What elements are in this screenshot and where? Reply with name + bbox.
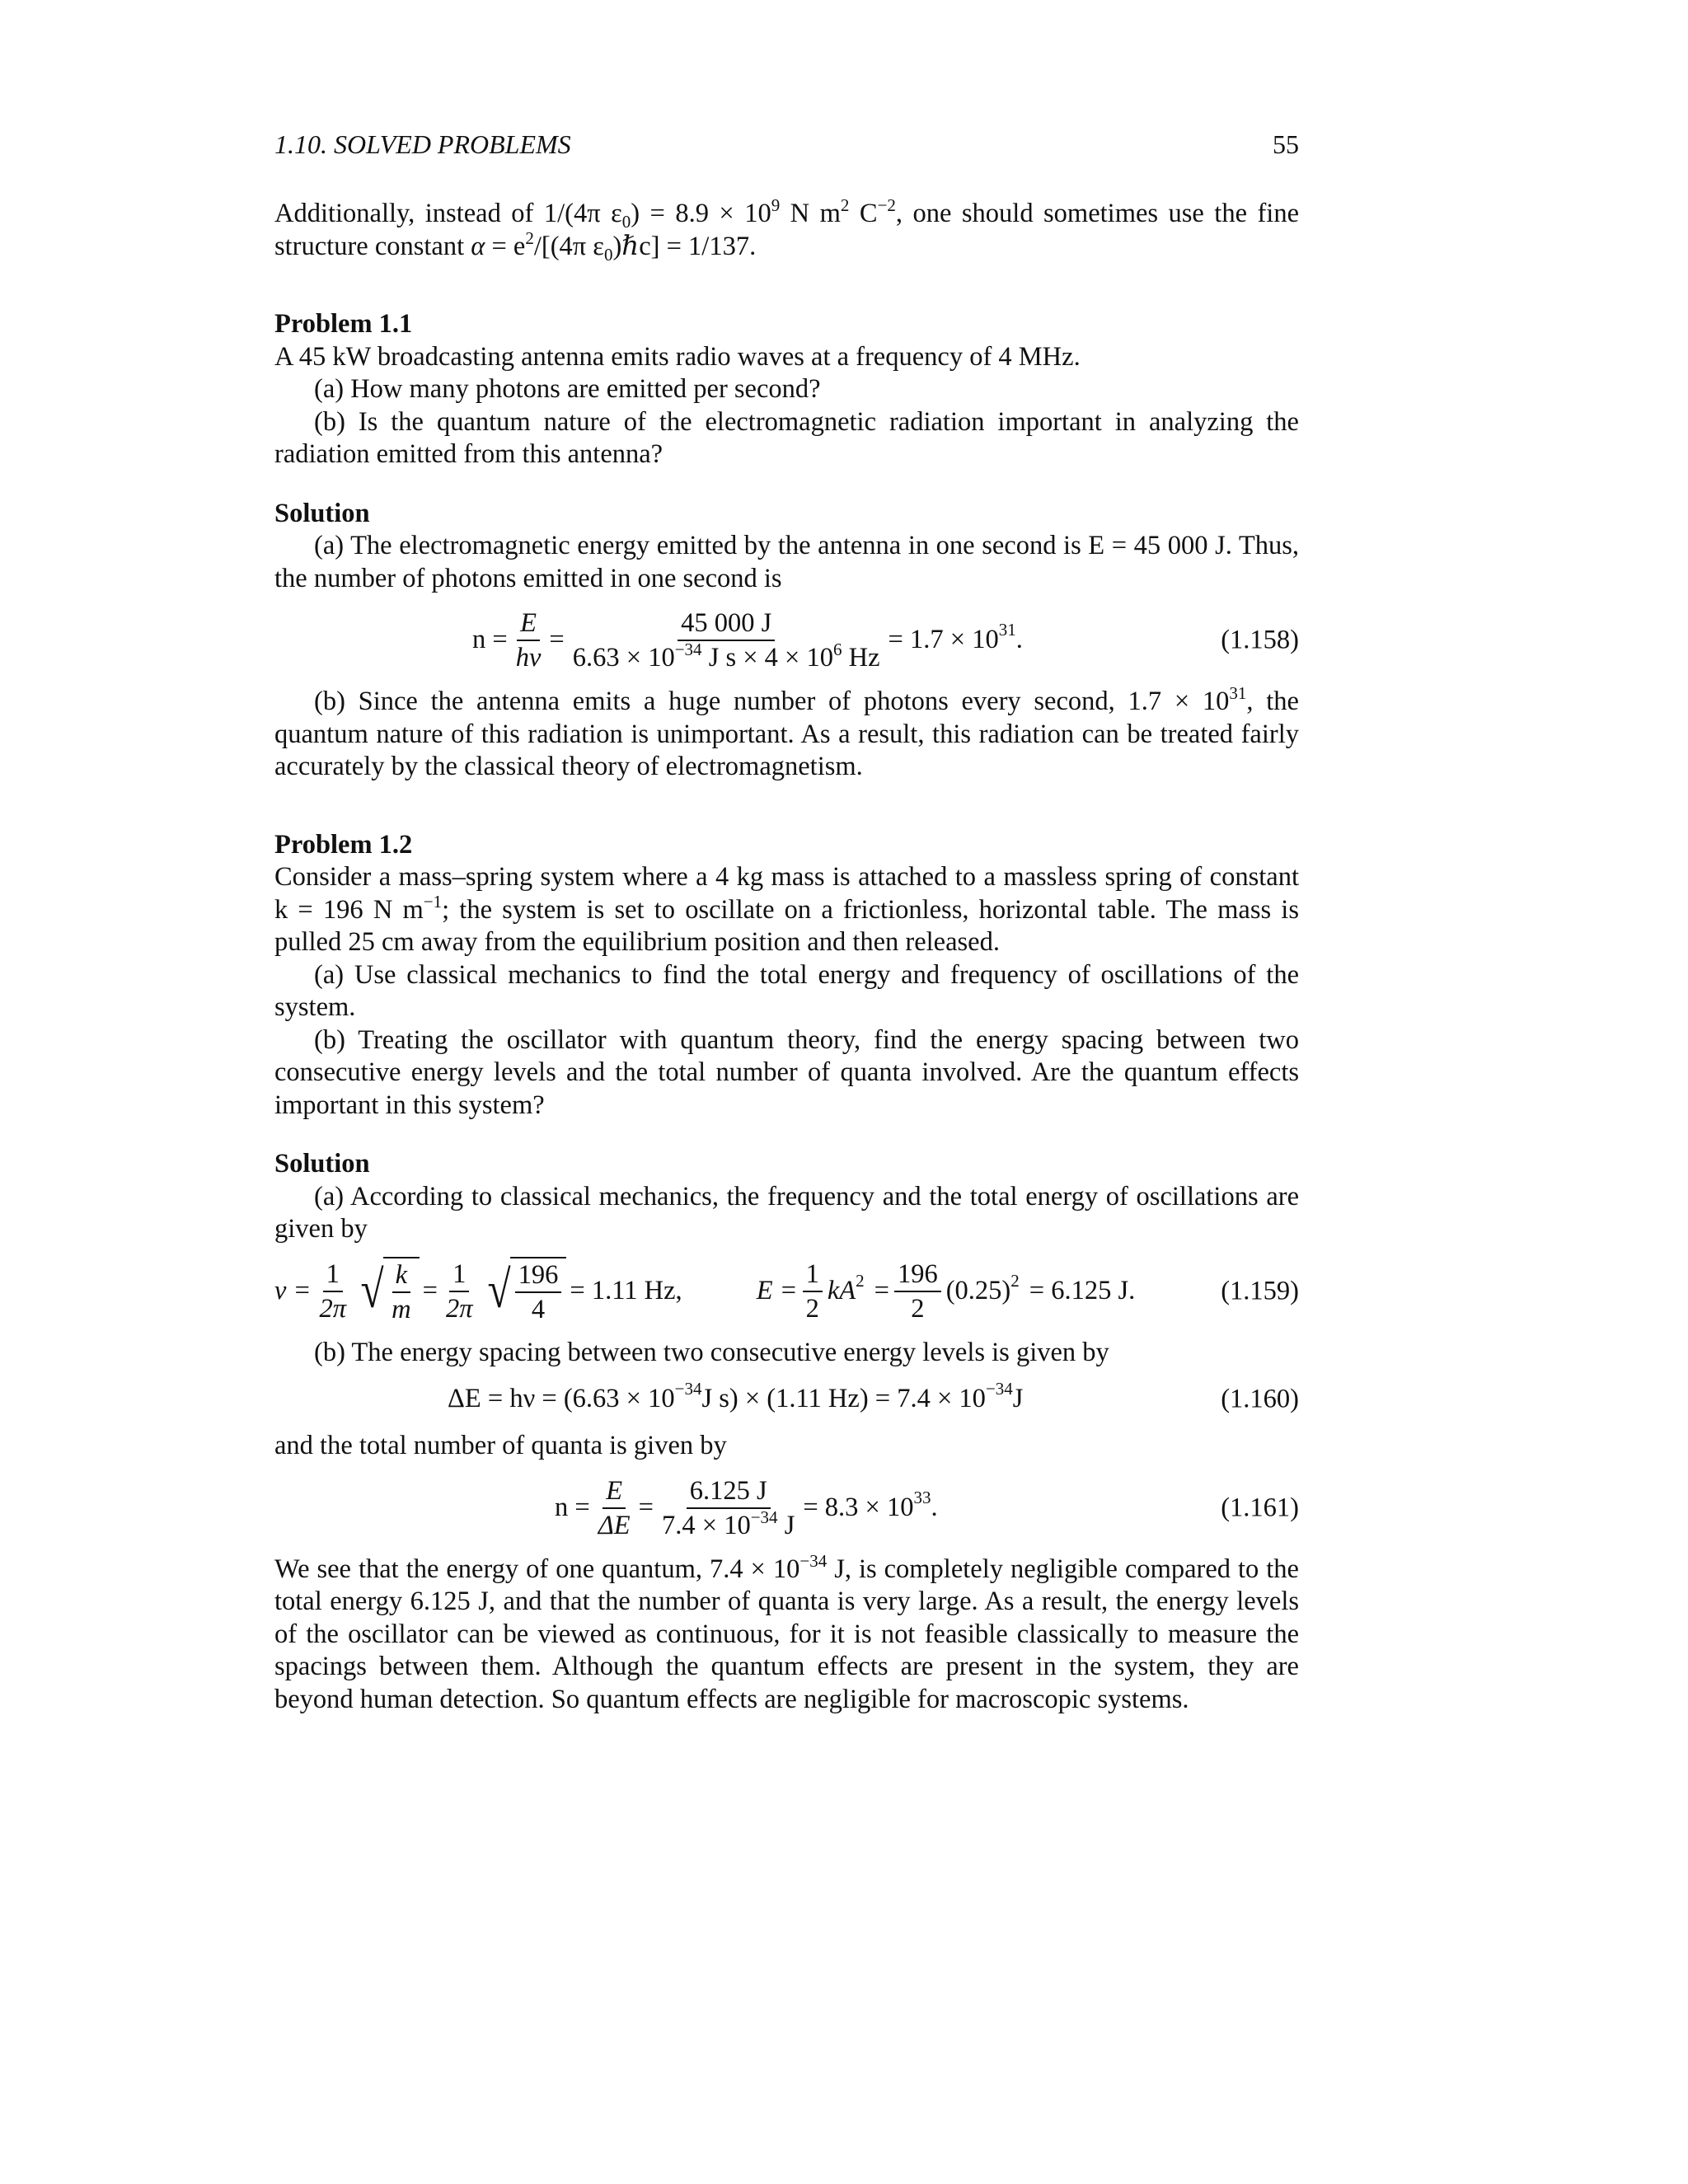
problem-2-part-a: (a) Use classical mechanics to find the total energy and frequency of oscillations of the system. bbox=[274, 959, 1299, 1022]
body-text bbox=[274, 195, 1300, 1716]
problem-1-heading: Problem 1.1 bbox=[274, 309, 413, 339]
equation-1-161: n = $\frac{E}{\Delta E}$ = $\frac{6.125 J}{7.4 \times 10^{-34} J}$ = 8.3 × 10 $^{33}$ . (1.161) bbox=[555, 1475, 1299, 1540]
problem-2-statement: Consider a mass–spring system where a 4 kg mass is attached to a massless spring of constant k = 196 N $m^{-1}$; the system is set to oscillate on a frictionless, horizontal table. The mass is pulled 25 cm away from the equilibrium position and then released. bbox=[274, 862, 1299, 957]
equation-1-160: ΔE = hν = (6.63 × 10 $^{-34}$ J s) × (1.11 Hz) = 7.4 × 10 $^{-34}$ J (1.160) bbox=[274, 1374, 1299, 1425]
equation-number: (1.158) bbox=[1221, 625, 1299, 655]
solution-2-part-a: (a) According to classical mechanics, the frequency and the total energy of oscillations are given by bbox=[274, 1181, 1299, 1244]
equation-1-159: ν = $\frac{1}{2\pi}$ √ $\frac{k}{m}$ = $\frac{1}{2\pi}$ √ $\frac{196}{4}$ = 1.11 Hz, E = $\frac{1}{2}$ kA $^2$ = $\frac{196}{2}$ (0.25) $^2$ = 6.125 J. (1.159) bbox=[274, 1251, 1299, 1332]
section-title: 1.10. SOLVED PROBLEMS bbox=[274, 129, 571, 159]
solution-1-heading: Solution bbox=[274, 498, 370, 528]
running-head bbox=[274, 124, 1299, 165]
equation-number: (1.161) bbox=[1221, 1492, 1299, 1522]
problem-1-part-b: (b) Is the quantum nature of the electromagnetic radiation important in analyzing the radiation emitted from this antenna? bbox=[274, 406, 1299, 469]
page bbox=[274, 0, 1299, 2184]
solution-2-heading: Solution bbox=[274, 1149, 370, 1179]
problem-2-heading: Problem 1.2 bbox=[274, 829, 413, 860]
solution-1-part-a: (a) The electromagnetic energy emitted by the antenna in one second is E = 45 000 J. Thus, the number of photons emitted in one second is bbox=[274, 531, 1299, 593]
equation-number: (1.159) bbox=[1221, 1275, 1299, 1305]
equation-1-158: n = $\frac{E}{h\nu}$ = $\frac{45 000 J}{6.63 \times 10^{-34} J s \times 4 \times 10^6 Hz}$ = 1.7 × 10 $^{31}$ . (1.158) bbox=[472, 608, 1299, 673]
solution-2-part-b: (b) The energy spacing between two consecutive energy levels is given by bbox=[314, 1337, 1109, 1367]
solution-1-part-b: (b) Since the antenna emits a huge number of photons every second, $1.7 \times 10^{31}$, the quantum nature of this radiation is unimportant. As a result, this radiation can be treated fairly accurately by the classical theory of electromagnetism. bbox=[274, 683, 1299, 781]
quanta-intro: and the total number of quanta is given by bbox=[274, 1431, 727, 1460]
page-number: 55 bbox=[1273, 129, 1299, 159]
intro-paragraph: Additionally, instead of 1/(4π $\varepsilon_0) = 8.9 \times 10^9$ N $m^2$ $C^{-2}$, one should sometimes use the fine structure constant $\alpha = e^2/[(4\pi$ $\varepsilon_0)\hbar c] = 1/137$. bbox=[274, 195, 1300, 265]
equation-number: (1.160) bbox=[1221, 1384, 1299, 1414]
problem-2-part-b: (b) Treating the oscillator with quantum theory, find the energy spacing between two consecutive energy levels and the total number of quanta involved. Are the quantum effects important in this system? bbox=[274, 1024, 1299, 1120]
problem-1-part-a: (a) How many photons are emitted per second? bbox=[314, 374, 821, 404]
conclusion-paragraph: We see that the energy of one quantum, $7.4 \times 10^{-34}$ J, is completely negligible compared to the total energy 6.125 J, and that the number of quanta is very large. As a result, the energy levels of the oscillator can be viewed as continuous, for it is not feasible classically to measure the spacings between them. Although the quantum effects are present in the system, they are beyond human detection. So quantum effects are negligible for macroscopic systems. bbox=[274, 1550, 1299, 1714]
problem-1-statement: A 45 kW broadcasting antenna emits radio waves at a frequency of 4 MHz. bbox=[274, 341, 1081, 372]
